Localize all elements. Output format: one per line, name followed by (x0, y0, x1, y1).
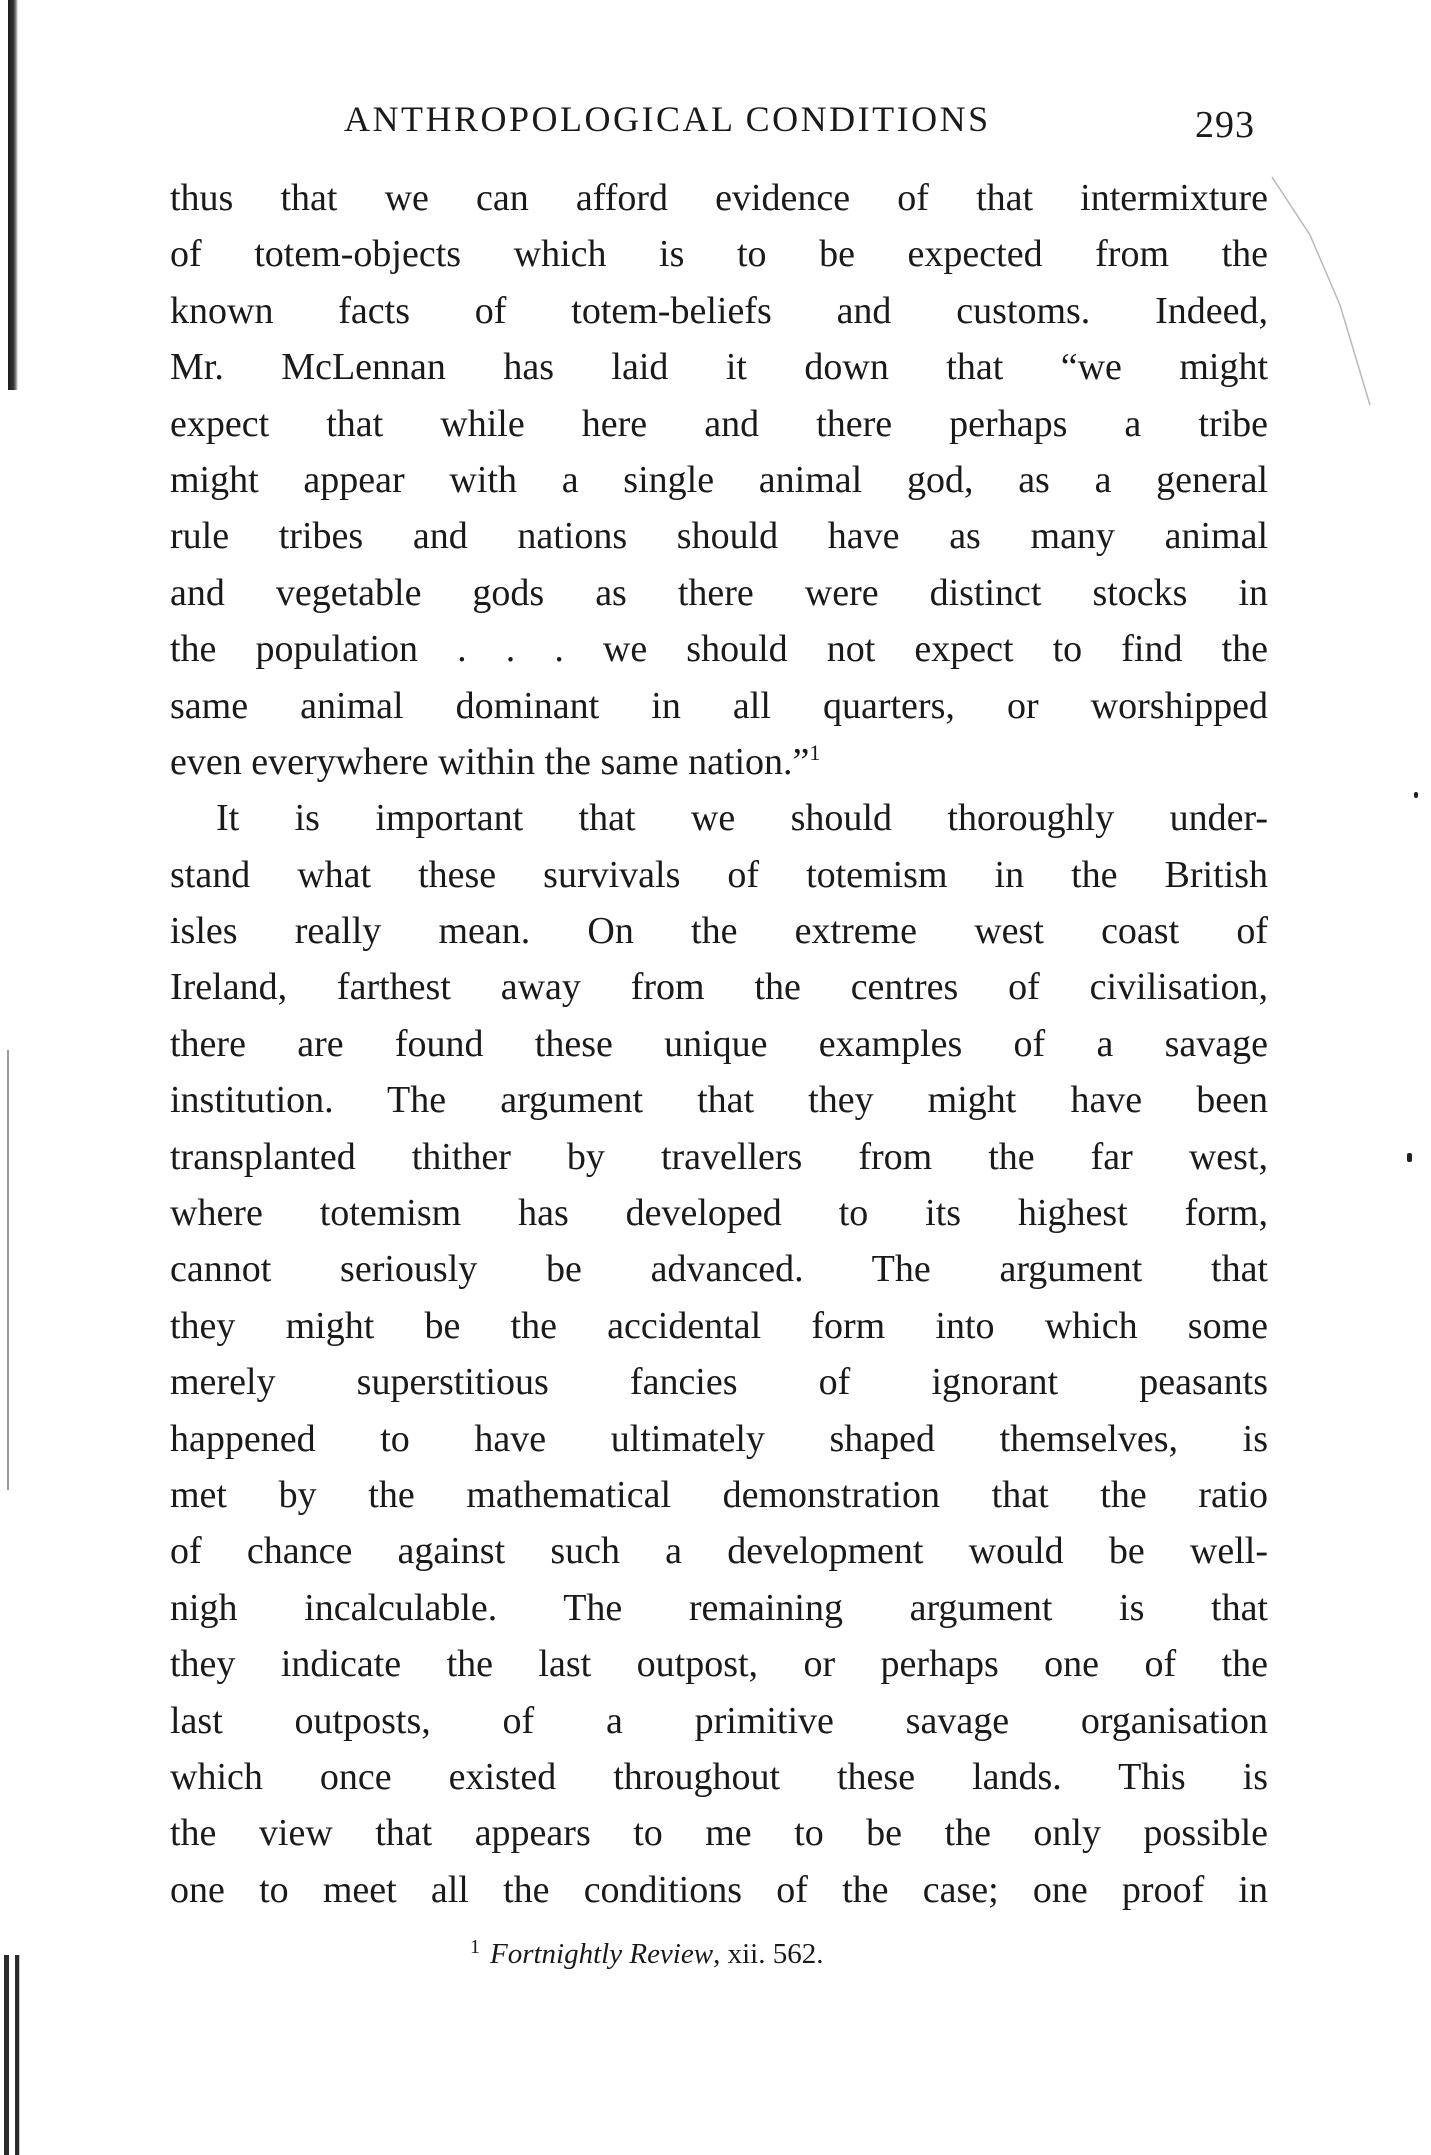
text-line: which once existed throughout these lands. This is (170, 1755, 1268, 1798)
text-line: and vegetable gods as there were distinct stocks in (170, 571, 1268, 614)
binding-edge-shadow (8, 0, 18, 390)
text-line: of chance against such a development would be well- (170, 1530, 1268, 1573)
text-line: last outposts, of a primitive savage organisation (170, 1699, 1268, 1742)
text-line: might appear with a single animal god, as a general (170, 458, 1268, 501)
text-line: isles really mean. On the extreme west coast of (170, 910, 1268, 953)
scan-speck (1407, 1153, 1412, 1162)
text-line: stand what these survivals of totemism in the British (170, 853, 1268, 896)
footnote-citation: , xii. 562. (713, 1938, 824, 1970)
text-line: known facts of totem-beliefs and customs. Indeed, (170, 289, 1268, 332)
scan-crease (1270, 175, 1390, 415)
running-head: ANTHROPOLOGICAL CONDITIONS (344, 99, 991, 139)
text-line: rule tribes and nations should have as many animal (170, 515, 1268, 558)
text-line: transplanted thither by travellers from the far west, (170, 1135, 1268, 1178)
text-line: institution. The argument that they might have been (170, 1079, 1268, 1122)
text-line: the view that appears to me to be the only possible (170, 1812, 1268, 1855)
footnote-reference: 1 (809, 739, 821, 765)
footnote-source-title: Fortnightly Review (490, 1938, 714, 1970)
text-line: one to meet all the conditions of the case; one proof in (170, 1868, 1268, 1911)
text-line (170, 734, 1268, 790)
paragraph (170, 170, 1268, 790)
text-line: expect that while here and there perhaps a tribe (170, 402, 1268, 445)
footnote (470, 1934, 1270, 1974)
text-line: Mr. McLennan has laid it down that “we might (170, 346, 1268, 389)
body-text (170, 170, 1268, 1918)
text-line: there are found these unique examples of a savage (170, 1022, 1268, 1065)
page-number: 293 (1195, 104, 1255, 146)
text-line: same animal dominant in all quarters, or worshipped (170, 684, 1268, 727)
paragraph (170, 790, 1268, 1918)
binding-edge-shadow-bottom (4, 1955, 28, 2155)
text-line: they might be the accidental form into which some (170, 1304, 1268, 1347)
text-line: nigh incalculable. The remaining argument is that (170, 1586, 1268, 1629)
text-line: where totemism has developed to its highest form, (170, 1192, 1268, 1235)
text-line: of totem-objects which is to be expected from the (170, 233, 1268, 276)
text-line: happened to have ultimately shaped themselves, is (170, 1417, 1268, 1460)
text-line: thus that we can afford evidence of that intermixture (170, 177, 1268, 219)
text-line: the population . . . we should not expect to find the (170, 628, 1268, 671)
text-line: met by the mathematical demonstration that the ratio (170, 1473, 1268, 1516)
footnote-marker: 1 (470, 1936, 480, 1958)
text-line-content: even everywhere within the same nation.” (170, 740, 810, 783)
text-line: cannot seriously be advanced. The argument that (170, 1248, 1268, 1291)
scan-speck (1414, 792, 1418, 798)
binding-edge-line (7, 1050, 9, 1490)
text-line: Ireland, farthest away from the centres of civilisation, (170, 966, 1268, 1009)
text-line: merely superstitious fancies of ignorant peasants (170, 1361, 1268, 1404)
text-line: they indicate the last outpost, or perhaps one of the (170, 1643, 1268, 1686)
text-line: It is important that we should thoroughly under- (216, 797, 1268, 840)
